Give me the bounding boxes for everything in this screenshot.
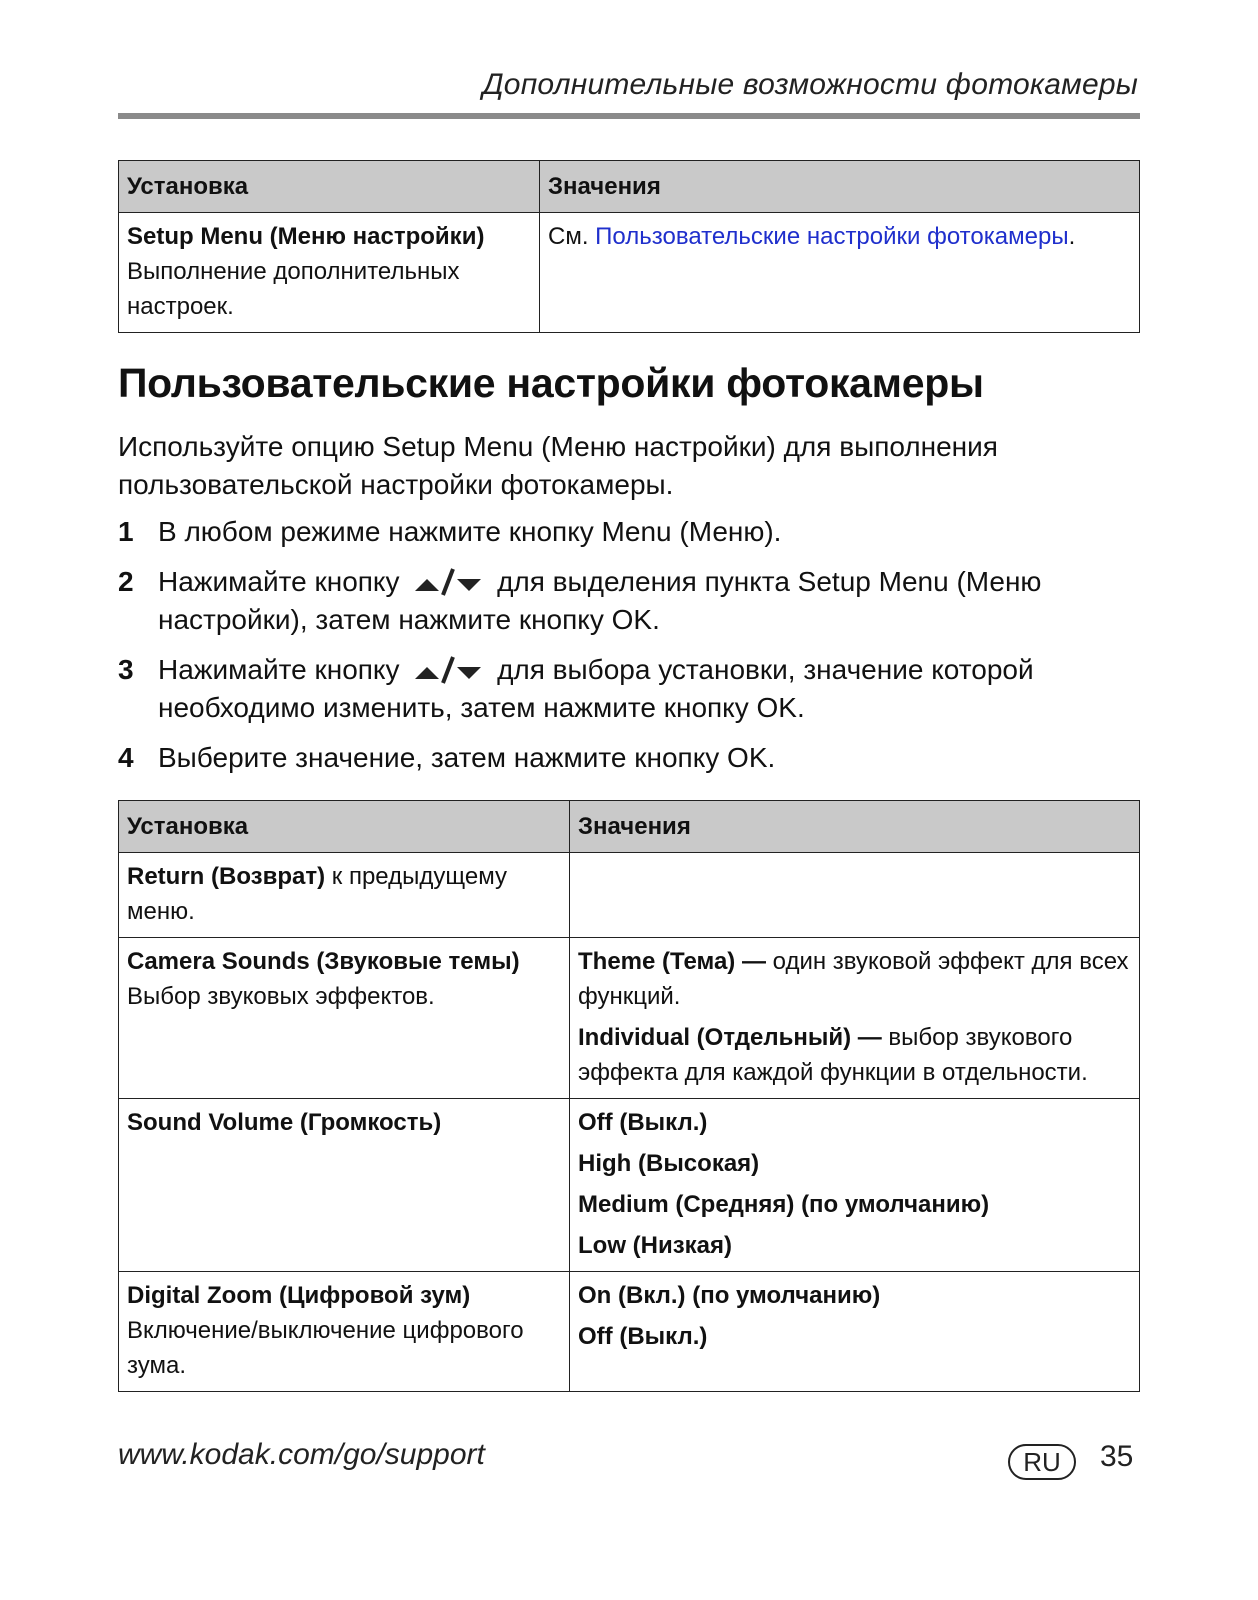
setting-description: Выполнение дополнительных настроек. bbox=[127, 258, 460, 320]
table-row-digital-zoom bbox=[119, 1272, 1140, 1392]
column-header-setting: Установка bbox=[119, 801, 570, 853]
table-header-row bbox=[119, 161, 1140, 213]
table-row bbox=[119, 213, 1140, 333]
intro-paragraph: Используйте опцию Setup Menu (Меню настройки) для выполнения пользовательской настройки фотокамеры. bbox=[118, 431, 998, 500]
setting-cell bbox=[119, 853, 570, 938]
setting-cell bbox=[119, 213, 540, 333]
column-header-values: Значения bbox=[540, 161, 1140, 213]
setting-name-tail: к предыдущему меню. bbox=[127, 863, 507, 925]
step-item bbox=[118, 651, 1140, 727]
steps-list bbox=[118, 513, 1140, 789]
value-cell bbox=[570, 853, 1140, 938]
page-number: 35 bbox=[1100, 1440, 1134, 1473]
table-header-row bbox=[119, 801, 1140, 853]
step-item bbox=[118, 563, 1140, 639]
step-number: 2 bbox=[118, 566, 134, 597]
option-label: Individual (Отдельный) — bbox=[578, 1024, 882, 1051]
value-option: Medium (Средняя) (по умолчанию) bbox=[578, 1191, 990, 1218]
value-option bbox=[578, 944, 1131, 1014]
value-option: Low (Низкая) bbox=[578, 1232, 733, 1259]
settings-table bbox=[118, 800, 1140, 1392]
option-label: Theme (Тема) — bbox=[578, 948, 766, 975]
custom-settings-link[interactable]: Пользовательские настройки фотокамеры bbox=[595, 223, 1069, 250]
step-item bbox=[118, 513, 1140, 551]
step-text-after: для выбора установки, значение которой необходимо изменить, затем нажмите кнопку OK. bbox=[158, 654, 1034, 723]
step-text-after: для выделения пункта Setup Menu (Меню настройки), затем нажмите кнопку OK. bbox=[158, 566, 1042, 635]
setting-name: Return (Возврат) bbox=[127, 863, 326, 890]
support-url: www.kodak.com/go/support bbox=[118, 1438, 485, 1471]
column-header-setting: Установка bbox=[119, 161, 540, 213]
up-down-arrow-icon bbox=[413, 567, 483, 597]
section-title: Пользовательские настройки фотокамеры bbox=[118, 360, 984, 406]
step-text-before: Нажимайте кнопку bbox=[158, 566, 400, 597]
value-cell bbox=[570, 938, 1140, 1099]
column-header-values: Значения bbox=[570, 801, 1140, 853]
value-option: Off (Выкл.) bbox=[578, 1323, 708, 1350]
option-text: выбор звукового эффекта для каждой функции в отдельности. bbox=[578, 1024, 1088, 1086]
value-option: On (Вкл.) (по умолчанию) bbox=[578, 1282, 881, 1309]
step-text: Выберите значение, затем нажмите кнопку OK. bbox=[158, 742, 776, 773]
step-text-before: Нажимайте кнопку bbox=[158, 654, 400, 685]
value-option: Off (Выкл.) bbox=[578, 1109, 708, 1136]
step-number: 3 bbox=[118, 654, 134, 685]
table-row-sound-volume bbox=[119, 1099, 1140, 1272]
setting-cell bbox=[119, 1099, 570, 1272]
setting-name: Digital Zoom (Цифровой зум) bbox=[127, 1282, 471, 1309]
option-text: один звуковой эффект для всех функций. bbox=[578, 948, 1129, 1010]
setting-name: Setup Menu (Меню настройки) bbox=[127, 223, 485, 250]
value-option bbox=[578, 1020, 1131, 1090]
setting-name: Camera Sounds (Звуковые темы) bbox=[127, 948, 520, 975]
step-text: В любом режиме нажмите кнопку Menu (Меню). bbox=[158, 516, 782, 547]
running-header: Дополнительные возможности фотокамеры bbox=[482, 68, 1138, 101]
step-number: 1 bbox=[118, 516, 134, 547]
setting-name: Sound Volume (Громкость) bbox=[127, 1109, 442, 1136]
step-number: 4 bbox=[118, 742, 134, 773]
value-prefix: См. bbox=[548, 223, 596, 250]
setting-description: Включение/выключение цифрового зума. bbox=[127, 1317, 524, 1379]
value-cell bbox=[570, 1272, 1140, 1392]
setting-description: Выбор звуковых эффектов. bbox=[127, 983, 435, 1010]
value-option: High (Высокая) bbox=[578, 1150, 760, 1177]
language-badge: RU bbox=[1008, 1444, 1076, 1480]
value-cell bbox=[570, 1099, 1140, 1272]
value-cell bbox=[540, 213, 1140, 333]
step-item bbox=[118, 739, 1140, 777]
setup-menu-table bbox=[118, 160, 1140, 333]
table-row-return bbox=[119, 853, 1140, 938]
setting-cell bbox=[119, 1272, 570, 1392]
header-divider bbox=[118, 113, 1140, 119]
up-down-arrow-icon bbox=[413, 655, 483, 685]
table-row-camera-sounds bbox=[119, 938, 1140, 1099]
value-suffix: . bbox=[1068, 223, 1076, 250]
setting-cell bbox=[119, 938, 570, 1099]
